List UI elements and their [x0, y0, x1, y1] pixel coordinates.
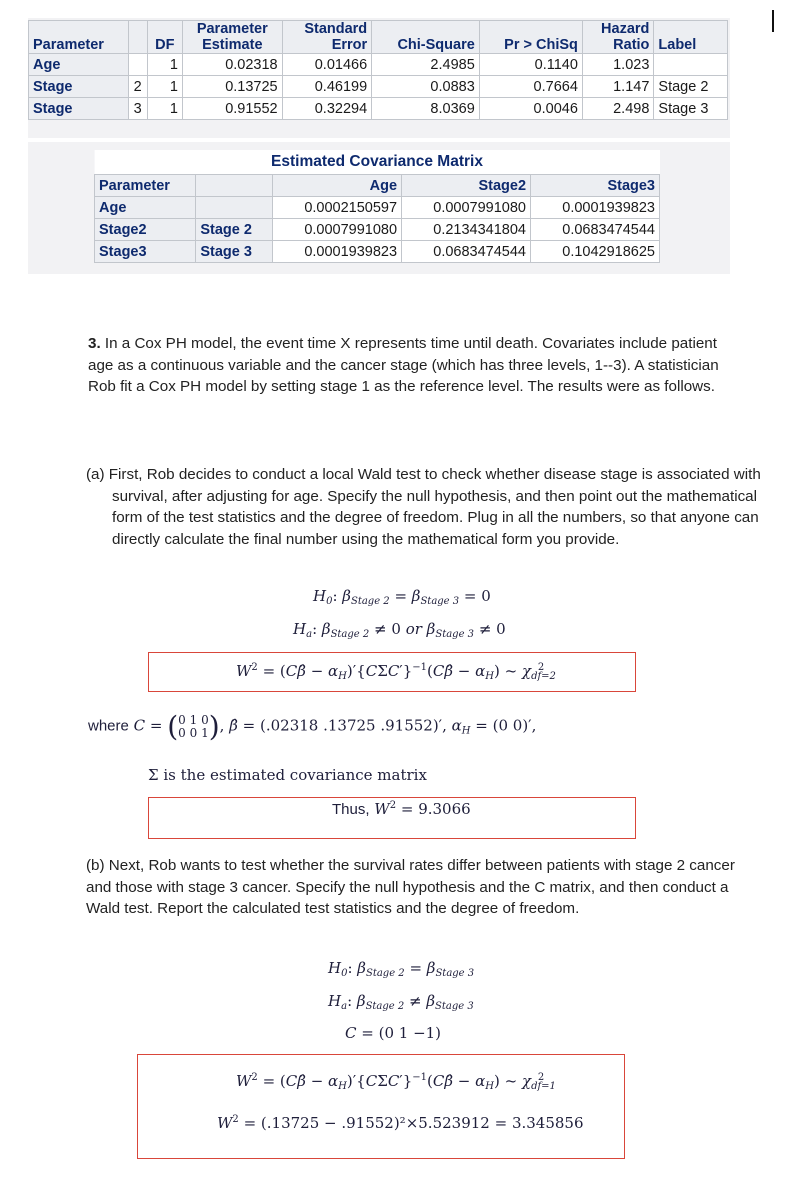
table-row: [29, 54, 728, 76]
part-b-w2-calculation: $W^2 = (.13725 - .91552)^2\times 5.523912 = 3.345856$: [217, 1114, 584, 1132]
row-df: 1: [147, 54, 182, 76]
row-parameter: Stage: [29, 76, 129, 98]
covariance-matrix-table: [94, 150, 660, 263]
table-row: [29, 98, 728, 120]
part-b-c-matrix: C = (0 1 −1): [345, 1024, 442, 1042]
col-header-parameter: Parameter: [29, 21, 129, 54]
row-chisq: 0.0883: [372, 76, 480, 98]
part-a-definitions: where C = (0 1 0 0 0 1), β̂ = (.02318 .13725 .91552)′, $\alpha_H = (0$ 0)′,: [88, 710, 537, 743]
row-hazard-ratio: 1.023: [582, 54, 654, 76]
table-header-row: [95, 175, 660, 197]
part-a-wald-formula: $W^2$ = (Cβ̂ − $\alpha_H)'\{C\Sigma C'\}^{-1}(C\betâ - \alpha_H)$ ~ $\chi_{df=2}^2$: [236, 662, 556, 682]
part-b-statistic-box: [137, 1054, 625, 1159]
col-header-stderr: Standard Error: [282, 21, 372, 54]
row-label: Stage 2: [654, 76, 728, 98]
col-header-pr: Pr > ChiSq: [479, 21, 582, 54]
row-estimate: 0.02318: [182, 54, 282, 76]
cell-stage3: 0.0001939823: [531, 197, 660, 219]
row-chisq: 2.4985: [372, 54, 480, 76]
table-title-row: [95, 150, 660, 175]
w2-value: 9.3066: [418, 800, 471, 818]
table-header-row: [29, 21, 728, 54]
part-b-alt-hypothesis: $H_a$: $\beta_{Stage 2} \ne \beta_{Stage 3}$: [328, 992, 474, 1012]
part-a-null-hypothesis: $H_0$: $\beta_{Stage 2} = \beta_{Stage 3} = 0$: [313, 587, 491, 607]
table-row: [95, 219, 660, 241]
cell-stage2: 0.2134341804: [402, 219, 531, 241]
row-label: [196, 197, 273, 219]
row-stderr: 0.01466: [282, 54, 372, 76]
text-cursor: [772, 10, 774, 32]
row-stderr: 0.46199: [282, 76, 372, 98]
col-header-label: [196, 175, 273, 197]
row-parameter: Age: [29, 54, 129, 76]
question-body: In a Cox PH model, the event time X represents time until death. Covariates include patient age as a continuous variable and the cancer stage (which has three levels, 1--3). A statistician Rob fit a Cox PH model by setting stage 1 as the reference level. The results were as follows.: [88, 335, 719, 395]
sigma-note: Σ is the estimated covariance matrix: [148, 766, 427, 784]
where-label: where: [88, 717, 129, 735]
col-header-estimate: Parameter Estimate: [182, 21, 282, 54]
cell-stage3: 0.0683474544: [531, 219, 660, 241]
row-estimate: 0.91552: [182, 98, 282, 120]
row-parameter: Stage: [29, 98, 129, 120]
row-label: Stage 3: [654, 98, 728, 120]
part-b-wald-formula: $W^2$ = (Cβ̂ − $\alpha_H)'\{C\Sigma C'\}^{-1}(C\betâ - \alpha_H)$ ~ $\chi_{df=1}^2$: [236, 1072, 556, 1092]
cell-stage2: 0.0683474544: [402, 241, 531, 263]
c-matrix: 0 1 0 0 0 1: [178, 712, 209, 740]
row-label: Stage 3: [196, 241, 273, 263]
row-hazard-ratio: 1.147: [582, 76, 654, 98]
table-row: [95, 197, 660, 219]
cell-age: 0.0001939823: [273, 241, 402, 263]
col-header-label: Label: [654, 21, 728, 54]
row-stderr: 0.32294: [282, 98, 372, 120]
part-b-text: (b) Next, Rob wants to test whether the survival rates differ between patients with stage 2 cancer and those with stage 3 cancer. Specify the null hypothesis and the C matrix, and then conduct a Wald test. Report the calculated test statistics and the degree of freedom.: [86, 857, 735, 917]
row-hazard-ratio: 2.498: [582, 98, 654, 120]
alpha-vector: (0 0)′: [492, 716, 532, 735]
col-header-hazard-ratio: Hazard Ratio: [582, 21, 654, 54]
row-parameter: Stage3: [95, 241, 196, 263]
row-pr: 0.0046: [479, 98, 582, 120]
cell-stage3: 0.1042918625: [531, 241, 660, 263]
row-pr: 0.1140: [479, 54, 582, 76]
question-3-text: [88, 333, 740, 398]
row-df: 1: [147, 76, 182, 98]
col-header-chisq: Chi-Square: [372, 21, 480, 54]
col-header-df: DF: [147, 21, 182, 54]
question-number: 3.: [88, 335, 101, 352]
cell-age: 0.0002150597: [273, 197, 402, 219]
thus-label: Thus,: [332, 801, 370, 818]
row-label: Stage 2: [196, 219, 273, 241]
col-header-stage2: Stage2: [402, 175, 531, 197]
parameter-estimates-table: [28, 20, 728, 120]
cell-stage2: 0.0007991080: [402, 197, 531, 219]
row-parameter: Stage2: [95, 219, 196, 241]
part-a-text: (a) First, Rob decides to conduct a local Wald test to check whether disease stage is associated with survival, after adjusting for age. Specify the null hypothesis, and then point out the mathematical form of the test statistics and the degree of freedom. Plug in all the numbers, so that anyone can directly calculate the final number using the mathematical form you provide.: [86, 466, 761, 548]
row-label: [654, 54, 728, 76]
cell-age: 0.0007991080: [273, 219, 402, 241]
col-header-age: Age: [273, 175, 402, 197]
col-header-parameter: Parameter: [95, 175, 196, 197]
row-level: [128, 54, 147, 76]
covariance-matrix-title: Estimated Covariance Matrix: [95, 150, 660, 175]
row-level: 3: [128, 98, 147, 120]
row-pr: 0.7664: [479, 76, 582, 98]
part-a-alt-hypothesis: $H_a$: $\beta_{Stage 2} \ne 0$ or $\beta_{Stage 3} \ne 0$: [293, 620, 506, 640]
table-row: [95, 241, 660, 263]
row-df: 1: [147, 98, 182, 120]
row-estimate: 0.13725: [182, 76, 282, 98]
row-level: 2: [128, 76, 147, 98]
col-header-stage3: Stage3: [531, 175, 660, 197]
table-row: [29, 76, 728, 98]
col-header-level: [128, 21, 147, 54]
part-a-result: Thus, $W^2 = 9.3066$: [332, 800, 471, 818]
row-parameter: Age: [95, 197, 196, 219]
row-chisq: 8.0369: [372, 98, 480, 120]
beta-hat-vector: (.02318 .13725 .91552)′: [259, 716, 443, 735]
part-b-null-hypothesis: $H_0$: $\beta_{Stage 2} = \beta_{Stage 3}$: [328, 959, 475, 979]
